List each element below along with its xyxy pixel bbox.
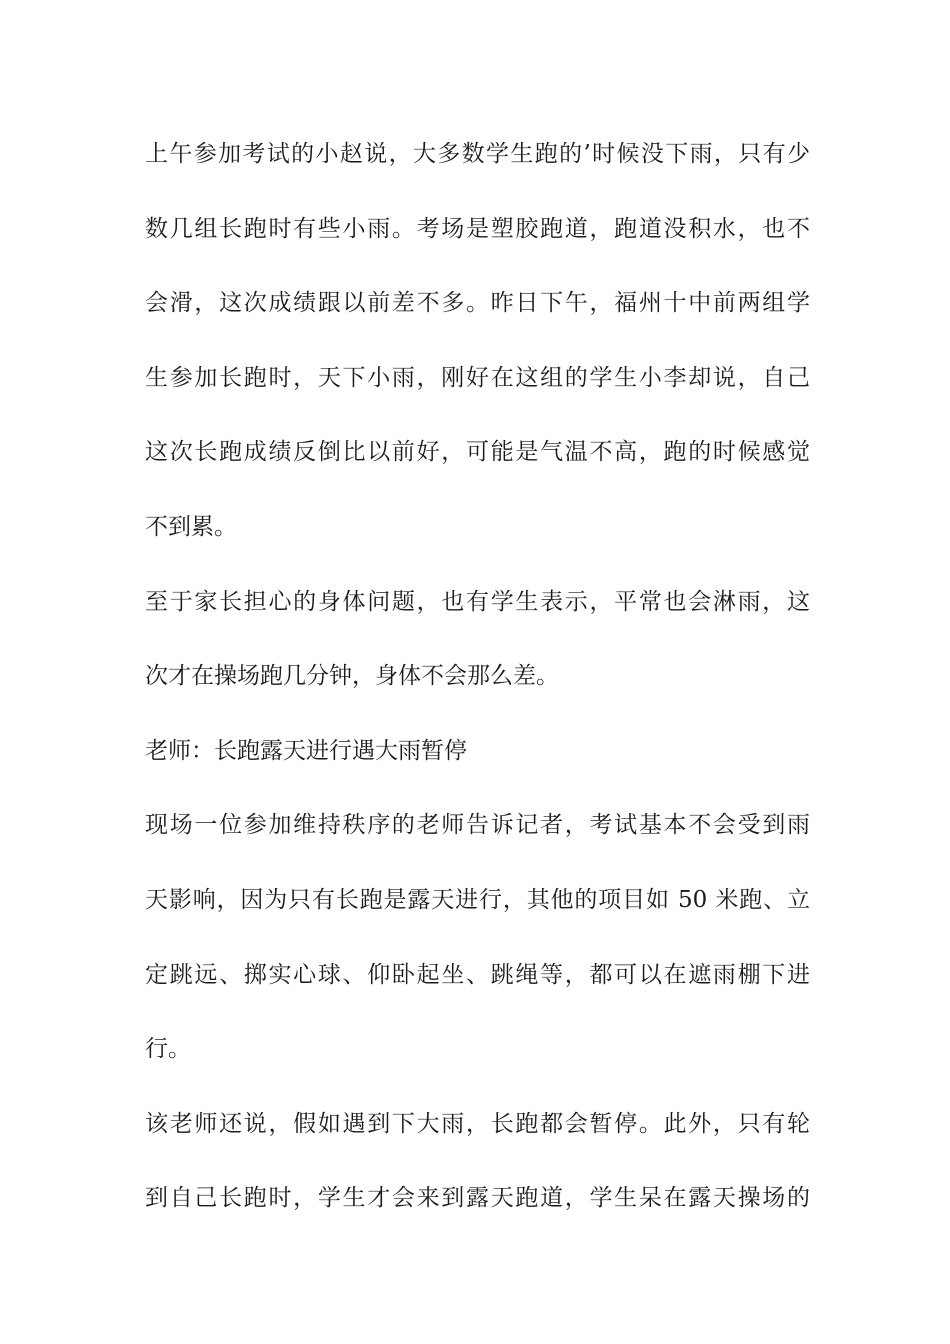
section-heading: 老师：长跑露天进行遇大雨暂停 xyxy=(145,737,467,764)
text-line: 天影响，因为只有长跑是露天进行，其他的项目如 50 米跑、立 xyxy=(145,886,810,913)
text-line: 至于家长担心的身体问题，也有学生表示，平常也会淋雨，这 xyxy=(145,588,810,615)
text-line: 会滑，这次成绩跟以前差不多。昨日下午，福州十中前两组学 xyxy=(145,290,810,317)
text-line: 上午参加考试的小赵说，大多数学生跑的’时候没下雨，只有少 xyxy=(145,141,810,167)
text-line: 这次长跑成绩反倒比以前好，可能是气温不高，跑的时候感觉 xyxy=(145,439,810,466)
text-line: 现场一位参加维持秩序的老师告诉记者，考试基本不会受到雨 xyxy=(145,812,810,839)
text-line: 该老师还说，假如遇到下大雨，长跑都会暂停。此外，只有轮 xyxy=(145,1110,810,1137)
text-line: 数几组长跑时有些小雨。考场是塑胶跑道，跑道没积水，也不 xyxy=(145,215,810,242)
text-line: 生参加长跑时，天下小雨，刚好在这组的学生小李却说，自己 xyxy=(145,364,810,391)
text-line: 不到累。 xyxy=(145,513,237,540)
document-body xyxy=(145,130,810,1249)
text-line: 定跳远、掷实心球、仰卧起坐、跳绳等，都可以在遮雨棚下进 xyxy=(145,961,810,988)
text-line: 到自己长跑时，学生才会来到露天跑道，学生呆在露天操场的 xyxy=(145,1185,810,1212)
text-line: 次才在操场跑几分钟，身体不会那么差。 xyxy=(145,663,559,690)
text-line: 行。 xyxy=(145,1036,191,1063)
